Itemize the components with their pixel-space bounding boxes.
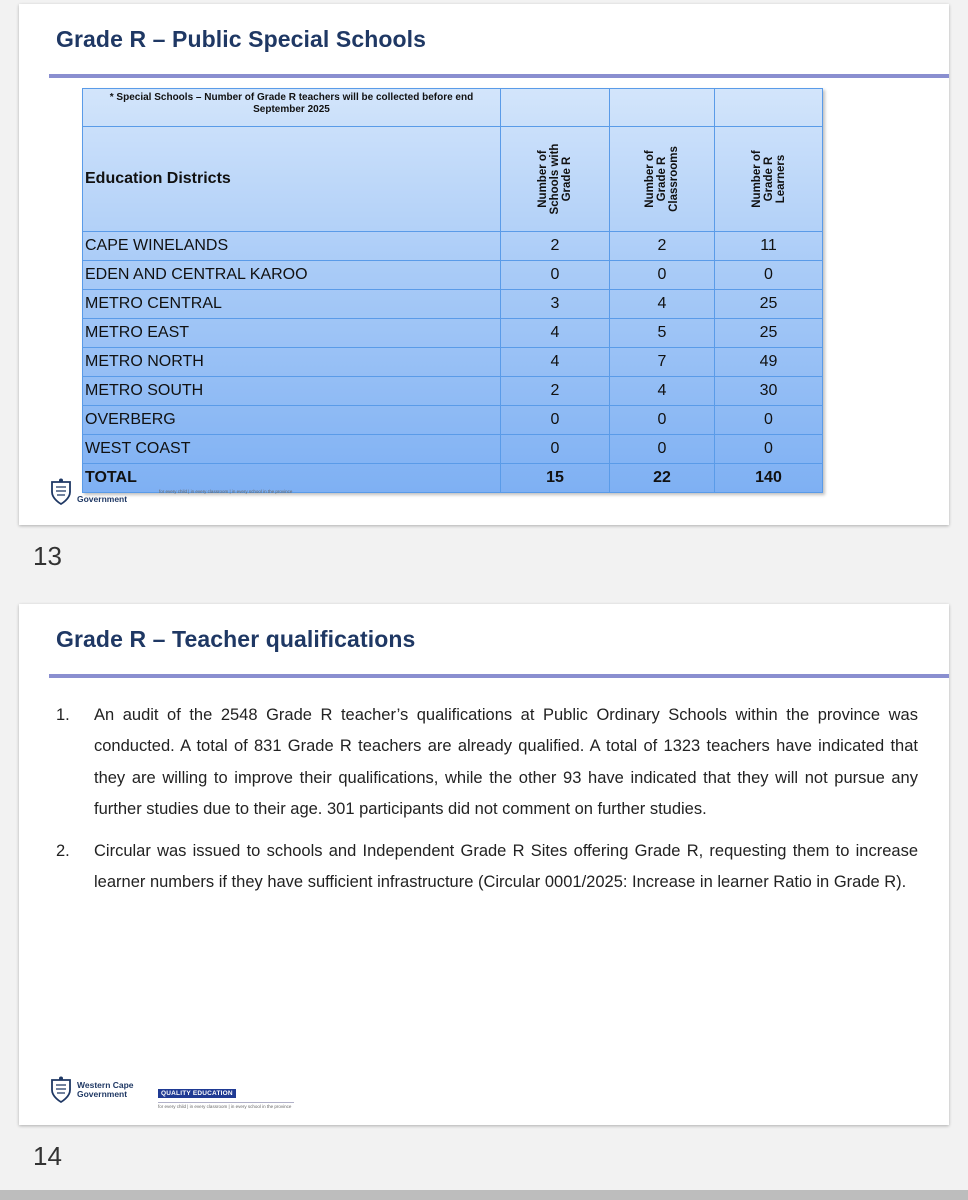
tagline: for every child | in every classroom | in every school in the province xyxy=(158,1104,292,1109)
district-name: METRO NORTH xyxy=(83,348,501,377)
classrooms-count: 5 xyxy=(610,319,715,348)
list-item xyxy=(56,836,918,899)
table-row xyxy=(83,232,823,261)
tagline: for every child | in every classroom | in every school in the province xyxy=(159,489,293,494)
logo-western-cape-text: Western Cape xyxy=(77,1080,134,1090)
logo-government-text: Government xyxy=(77,1089,128,1099)
district-name: CAPE WINELANDS xyxy=(83,232,501,261)
schools-count: 2 xyxy=(501,377,610,406)
total-schools: 15 xyxy=(501,464,610,493)
table-row xyxy=(83,377,823,406)
special-schools-table xyxy=(82,88,823,493)
total-learners: 140 xyxy=(715,464,823,493)
learners-count: 25 xyxy=(715,319,823,348)
schools-count: 4 xyxy=(501,319,610,348)
table-row xyxy=(83,319,823,348)
note-row xyxy=(83,89,823,127)
learners-count: 49 xyxy=(715,348,823,377)
slide-public-special-schools xyxy=(19,4,949,525)
wc-government-logo xyxy=(48,478,127,506)
schools-count: 4 xyxy=(501,348,610,377)
classrooms-count: 0 xyxy=(610,261,715,290)
district-name: EDEN AND CENTRAL KAROO xyxy=(83,261,501,290)
coat-of-arms-icon xyxy=(48,1076,74,1104)
schools-count: 0 xyxy=(501,406,610,435)
classrooms-count: 2 xyxy=(610,232,715,261)
page-number-14: 14 xyxy=(33,1141,62,1171)
learners-count: 25 xyxy=(715,290,823,319)
header-row xyxy=(83,127,823,232)
header-learners: Number of Grade R Learners xyxy=(715,127,823,232)
table-row xyxy=(83,406,823,435)
district-name: METRO EAST xyxy=(83,319,501,348)
badge-underline xyxy=(158,1102,294,1103)
slide-title: Grade R – Teacher qualifications xyxy=(56,626,416,652)
header-education-districts: Education Districts xyxy=(83,127,501,232)
district-name: OVERBERG xyxy=(83,406,501,435)
classrooms-count: 0 xyxy=(610,406,715,435)
classrooms-count: 4 xyxy=(610,290,715,319)
district-name: WEST COAST xyxy=(83,435,501,464)
item-text: An audit of the 2548 Grade R teacher’s qualifications at Public Ordinary Schools within the province was conducted. A total of 831 Grade R teachers are already qualified. A total of 1323 teachers have indicated that they are willing to improve their qualifications, while the other 93 have indicated that they will not pursue any further studies due to their age. 301 participants did not comment on further studies. xyxy=(94,706,918,818)
table-row xyxy=(83,435,823,464)
logo-government-text: Government xyxy=(77,493,128,504)
header-schools: Number of Schools with Grade R xyxy=(501,127,610,232)
learners-count: 0 xyxy=(715,435,823,464)
item-number: 2. xyxy=(56,842,70,861)
qualification-points xyxy=(56,700,918,910)
page-number-13: 13 xyxy=(33,541,62,571)
learners-count: 0 xyxy=(715,406,823,435)
schools-count: 3 xyxy=(501,290,610,319)
table-row xyxy=(83,290,823,319)
collection-note: * Special Schools – Number of Grade R teachers will be collected before end September 2025 xyxy=(83,89,501,127)
header-classrooms: Number of Grade R Classrooms xyxy=(610,127,715,232)
learners-count: 30 xyxy=(715,377,823,406)
schools-count: 0 xyxy=(501,261,610,290)
schools-count: 0 xyxy=(501,435,610,464)
viewer-bottom-edge xyxy=(0,1190,968,1200)
quality-education-badge: QUALITY EDUCATION xyxy=(158,1089,236,1098)
classrooms-count: 0 xyxy=(610,435,715,464)
item-number: 1. xyxy=(56,706,70,724)
slide-teacher-qualifications xyxy=(19,604,949,1125)
total-classrooms: 22 xyxy=(610,464,715,493)
district-name: METRO CENTRAL xyxy=(83,290,501,319)
coat-of-arms-icon xyxy=(48,478,74,506)
quality-education-strip xyxy=(158,1082,294,1109)
title-divider xyxy=(49,74,949,78)
schools-count: 2 xyxy=(501,232,610,261)
table-row xyxy=(83,348,823,377)
classrooms-count: 4 xyxy=(610,377,715,406)
quality-education-strip xyxy=(159,488,292,494)
total-label: TOTAL xyxy=(83,464,501,493)
item-text: Circular was issued to schools and Independent Grade R Sites offering Grade R, requesting them to increase learner numbers if they have sufficient infrastructure (Circular 0001/2025: Increase in learner Ratio in Grade R). xyxy=(94,842,918,892)
classrooms-count: 7 xyxy=(610,348,715,377)
title-divider xyxy=(49,674,949,678)
learners-count: 0 xyxy=(715,261,823,290)
learners-count: 11 xyxy=(715,232,823,261)
table-row xyxy=(83,261,823,290)
list-item xyxy=(56,700,918,825)
district-name: METRO SOUTH xyxy=(83,377,501,406)
wc-government-logo xyxy=(48,1076,134,1104)
slide-title: Grade R – Public Special Schools xyxy=(56,26,427,52)
